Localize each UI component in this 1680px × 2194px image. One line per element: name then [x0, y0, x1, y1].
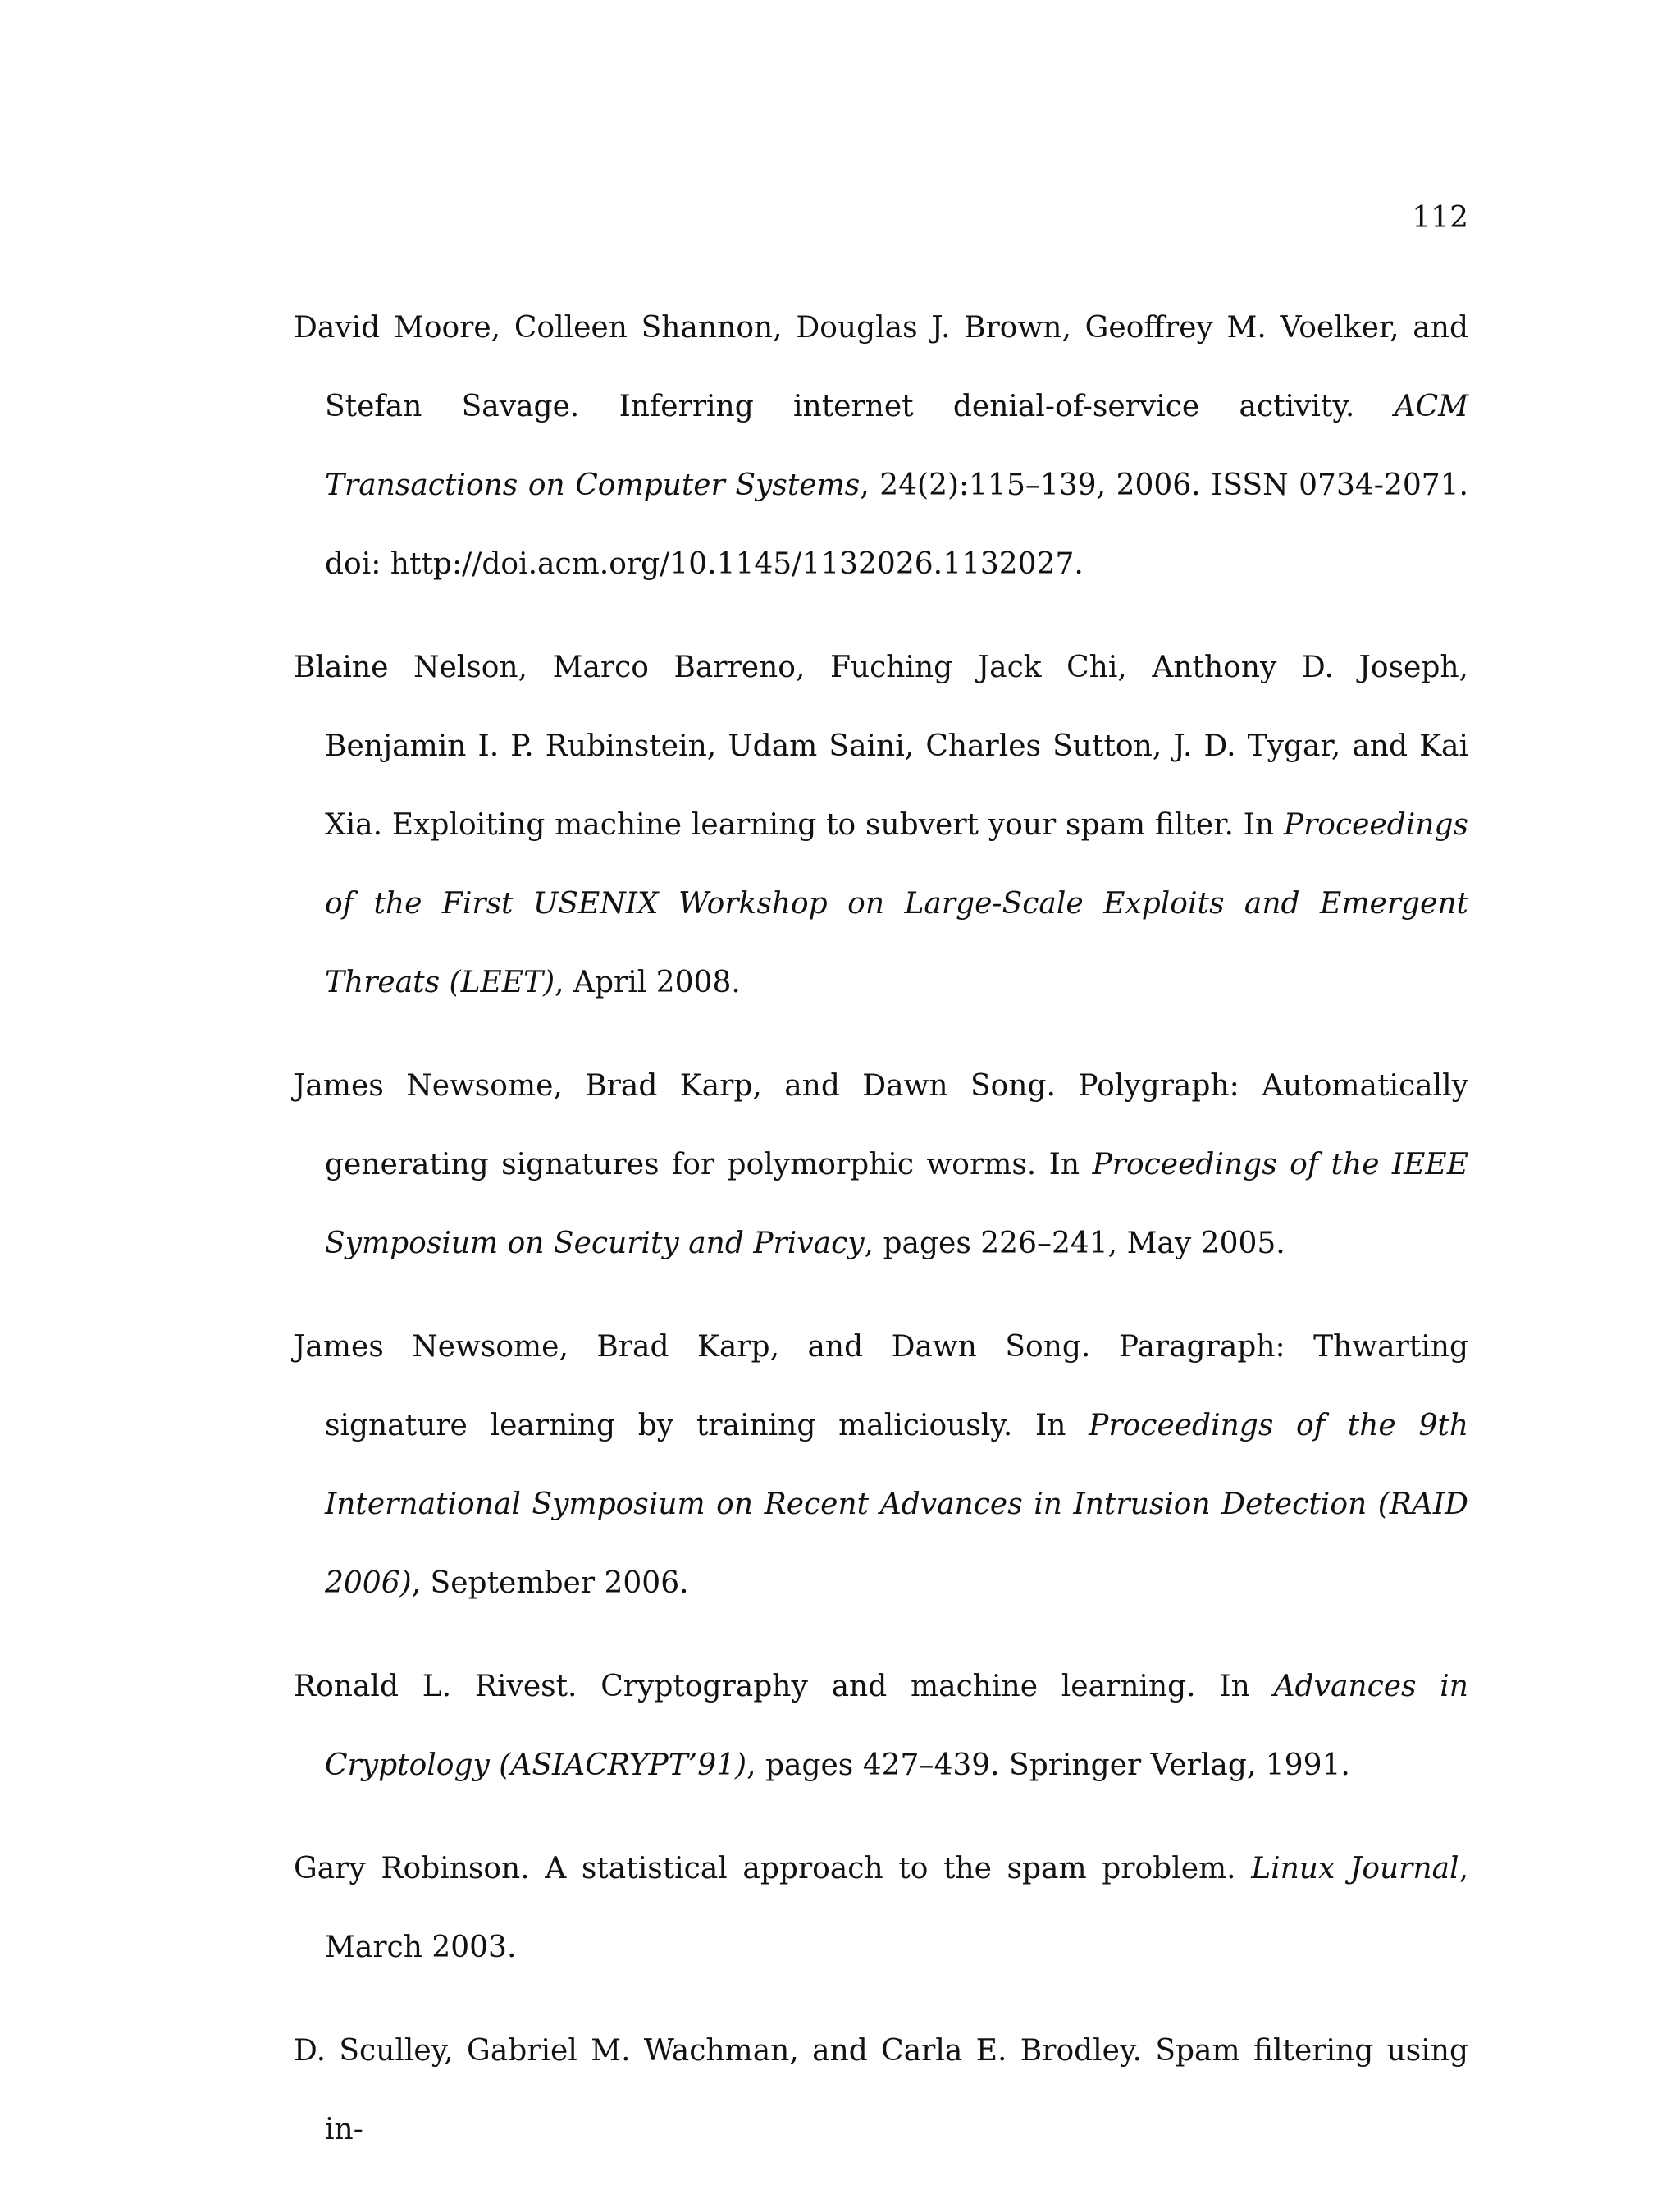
reference-venue: Advances in Cryptology (ASIACRYPT’91): [325, 1670, 1468, 1782]
reference-sculley: [294, 2012, 1468, 2169]
reference-moore-2006: [294, 289, 1468, 604]
reference-venue: ACM Transactions on Computer Systems: [325, 390, 1468, 502]
reference-details: , pages 226–241, May 2005.: [864, 1227, 1285, 1260]
reference-nelson-2008: [294, 628, 1468, 1022]
page-number: 112: [1412, 201, 1468, 235]
reference-details: , 24(2):115–139, 2006. ISSN 0734-2071. doi: http://doi.acm.org/10.1145/1132026.1132027.: [325, 469, 1468, 581]
reference-robinson-2003: [294, 1830, 1468, 1987]
bibliography-list: [294, 289, 1468, 2194]
reference-details: , September 2006.: [411, 1566, 689, 1600]
reference-authors-title: Gary Robinson. A statistical approach to the spam problem.: [294, 1852, 1252, 1885]
reference-authors-title: D. Sculley, Gabriel M. Wachman, and Carla E. Brodley. Spam filtering using in-: [294, 2034, 1468, 2146]
reference-authors-title: David Moore, Colleen Shannon, Douglas J. Brown, Geoffrey M. Voelker, and Stefan Savage. Inferring internet denial-of-service activity.: [294, 311, 1468, 423]
reference-authors-title: James Newsome, Brad Karp, and Dawn Song. Paragraph: Thwarting signature learning by training maliciously. In: [294, 1330, 1468, 1442]
reference-newsome-2005: [294, 1047, 1468, 1283]
reference-details: , April 2008.: [555, 966, 741, 999]
reference-rivest-1991: [294, 1648, 1468, 1805]
reference-details: , pages 427–439. Springer Verlag, 1991.: [746, 1748, 1350, 1782]
reference-authors-title: James Newsome, Brad Karp, and Dawn Song. Polygraph: Automatically generating signatures for polymorphic worms. In: [294, 1069, 1468, 1182]
reference-details: , March 2003.: [325, 1852, 1469, 1964]
reference-venue: Proceedings of the IEEE Symposium on Security and Privacy: [325, 1148, 1468, 1260]
reference-authors-title: Ronald L. Rivest. Cryptography and machine learning. In: [294, 1670, 1274, 1703]
reference-authors-title: Blaine Nelson, Marco Barreno, Fuching Jack Chi, Anthony D. Joseph, Benjamin I. P. Rubinstein, Udam Saini, Charles Sutton, J. D. Tygar, and Kai Xia. Exploiting machine learning to subvert your spam filter. In: [294, 651, 1468, 842]
reference-venue: Linux Journal: [1251, 1852, 1459, 1885]
reference-venue: Proceedings of the 9th International Symposium on Recent Advances in Intrusion Detection (RAID 2006): [325, 1409, 1469, 1600]
reference-venue: Proceedings of the First USENIX Workshop on Large-Scale Exploits and Emergent Threats (LEET): [325, 808, 1468, 999]
reference-newsome-2006: [294, 1308, 1468, 1623]
